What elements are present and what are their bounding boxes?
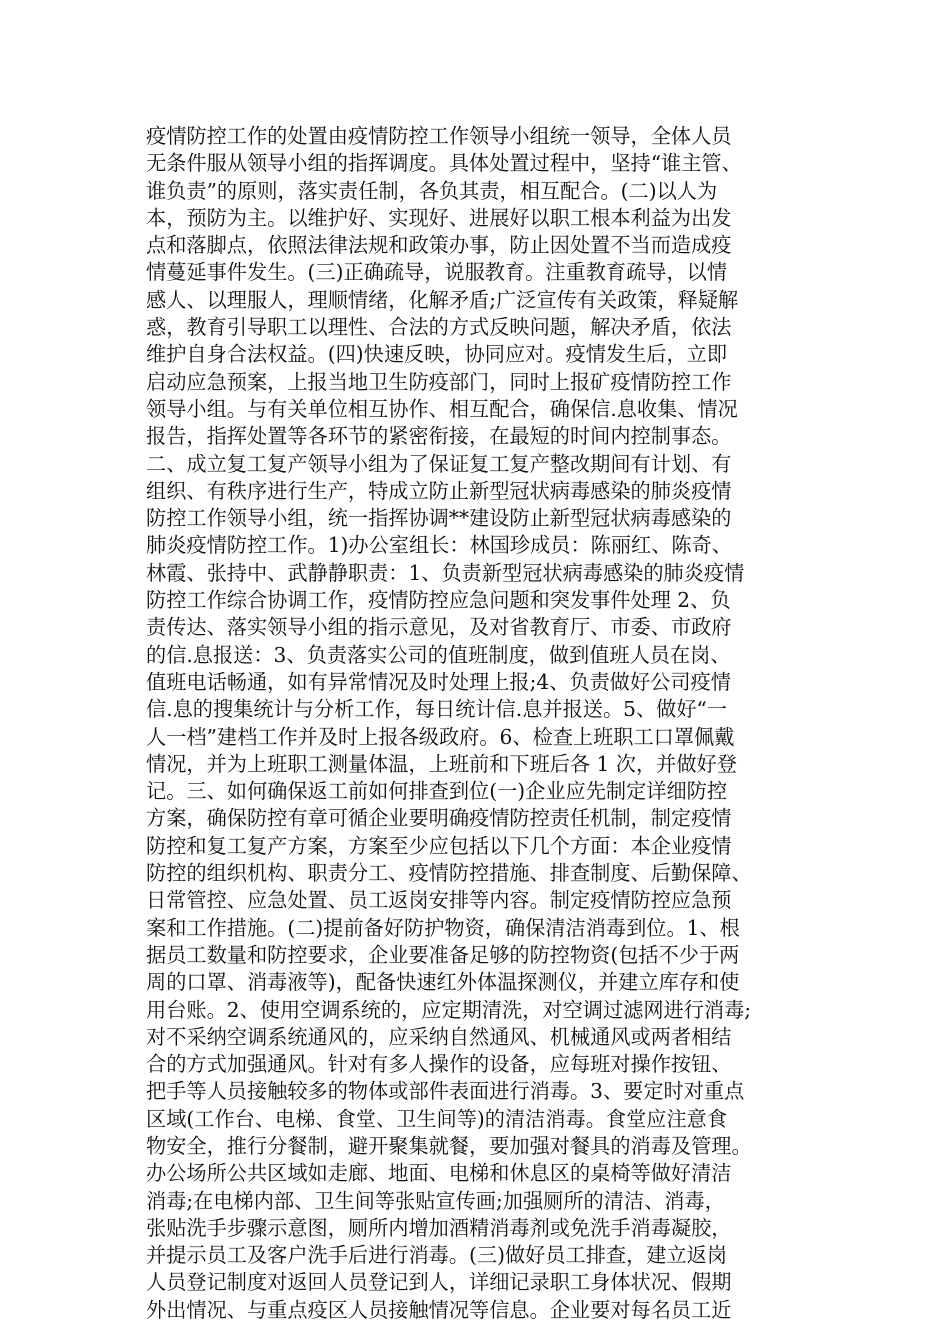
- text-line: 对不采纳空调系统通风的，应采纳自然通风、机械通风或两者相结: [146, 1024, 732, 1049]
- text-line: 领导小组。与有关单位相互协作、相互配合，确保信.息收集、情况: [146, 396, 738, 421]
- text-line: 方案，确保防控有章可循企业要明确疫情防控责任机制，制定疫情: [146, 806, 732, 831]
- text-line: 消毒;在电梯内部、卫生间等张贴宣传画;加强厕所的清洁、消毒，: [146, 1188, 725, 1213]
- text-line: 防控工作综合协调工作，疫情防控应急问题和突发事件处理 2、负: [146, 588, 731, 613]
- text-line: 并提示员工及客户洗手后进行消毒。(三)做好员工排查，建立返岗: [146, 1243, 728, 1268]
- text-line: 物安全，推行分餐制，避开聚集就餐，要加强对餐具的消毒及管理。: [146, 1133, 752, 1158]
- text-line: 案和工作措施。(二)提前备好防护物资，确保清洁消毒到位。1、根: [146, 915, 740, 940]
- text-line: 感人、以理服人，理顺情绪，化解矛盾;广泛宣传有关政策，释疑解: [146, 287, 739, 312]
- text-line: 记。三、如何确保返工前如何排查到位(一)企业应先制定详细防控: [146, 779, 728, 804]
- text-line: 二、成立复工复产领导小组为了保证复工复产整改期间有计划、有: [146, 451, 732, 476]
- text-line: 区域(工作台、电梯、食堂、卫生间等)的清洁消毒。食堂应注意食: [146, 1106, 728, 1131]
- text-line: 外出情况、与重点疫区人员接触情况等信息。企业要对每名员工近: [146, 1297, 732, 1322]
- text-line: 疫情防控工作的处置由疫情防控工作领导小组统一领导，全体人员: [146, 124, 732, 148]
- text-line: 责传达、落实领导小组的指示意见，及对省教育厅、市委、市政府: [146, 615, 732, 640]
- text-line: 防控的组织机构、职责分工、疫情防控措施、排查制度、后勤保障、: [146, 861, 752, 886]
- text-line: 值班电话畅通，如有异常情况及时处理上报;4、负责做好公司疫情: [146, 669, 731, 694]
- text-line: 据员工数量和防控要求，企业要准备足够的防控物资(包括不少于两: [146, 942, 740, 967]
- text-line: 启动应急预案，上报当地卫生防疫部门，同时上报矿疫情防控工作: [146, 369, 732, 394]
- text-line: 本，预防为主。以维护好、实现好、进展好以职工根本利益为出发: [146, 205, 732, 230]
- text-line: 防控工作领导小组，统一指挥协调**建设防止新型冠状病毒感染的: [146, 506, 732, 531]
- text-line: 信.息的搜集统计与分析工作，每日统计信.息并报送。5、做好“一: [146, 697, 728, 722]
- text-line: 报告，指挥处置等各环节的紧密衔接，在最短的时间内控制事态。: [146, 424, 732, 449]
- text-line: 维护自身合法权益。(四)快速反映，协同应对。疫情发生后，立即: [146, 342, 728, 367]
- text-line: 用台账。2、使用空调系统的，应定期清洗，对空调过滤网进行消毒;: [146, 997, 752, 1022]
- text-line: 人员登记制度对返回人员登记到人，详细记录职工身体状况、假期: [146, 1270, 732, 1295]
- text-line: 情蔓延事件发生。(三)正确疏导，说服教育。注重教育疏导，以情: [146, 260, 728, 285]
- text-line: 惑，教育引导职工以理性、合法的方式反映问题，解决矛盾，依法: [146, 315, 732, 340]
- text-line: 张贴洗手步骤示意图，厕所内增加酒精消毒剂或免洗手消毒凝胶，: [146, 1215, 732, 1240]
- text-line: 办公场所公共区域如走廊、地面、电梯和休息区的桌椅等做好清洁: [146, 1161, 732, 1186]
- text-line: 合的方式加强通风。针对有多人操作的设备，应每班对操作按钮、: [146, 1052, 732, 1077]
- text-line: 林霞、张持中、武静静职责：1、负责新型冠状病毒感染的肺炎疫情: [146, 560, 745, 585]
- text-line: 日常管控、应急处置、员工返岗安排等内容。制定疫情防控应急预: [146, 888, 732, 913]
- document-body: [146, 123, 822, 1324]
- text-line: 谁负责”的原则，落实责任制，各负其责，相互配合。(二)以人为: [146, 178, 718, 203]
- text-line: 肺炎疫情防控工作。1)办公室组长：林国珍成员：陈丽红、陈奇、: [146, 533, 732, 558]
- text-line: 防控和复工复产方案，方案至少应包括以下几个方面：本企业疫情: [146, 833, 732, 858]
- text-line: 把手等人员接触较多的物体或部件表面进行消毒。3、要定时对重点: [146, 1079, 745, 1104]
- text-line: 人一档”建档工作并及时上报各级政府。6、检查上班职工口罩佩戴: [146, 724, 735, 749]
- text-line: 情况，并为上班职工测量体温，上班前和下班后各 1 次，并做好登: [146, 751, 737, 776]
- text-line: 组织、有秩序进行生产，特成立防止新型冠状病毒感染的肺炎疫情: [146, 478, 732, 503]
- text-line: 的信.息报送：3、负责落实公司的值班制度，做到值班人员在岗、: [146, 642, 731, 667]
- text-line: 无条件服从领导小组的指挥调度。具体处置过程中，坚持“谁主管、: [146, 151, 742, 176]
- text-line: 周的口罩、消毒液等)，配备快速红外体温探测仪，并建立库存和使: [146, 970, 740, 995]
- text-line: 点和落脚点，依照法律法规和政策办事，防止因处置不当而造成疫: [146, 233, 732, 258]
